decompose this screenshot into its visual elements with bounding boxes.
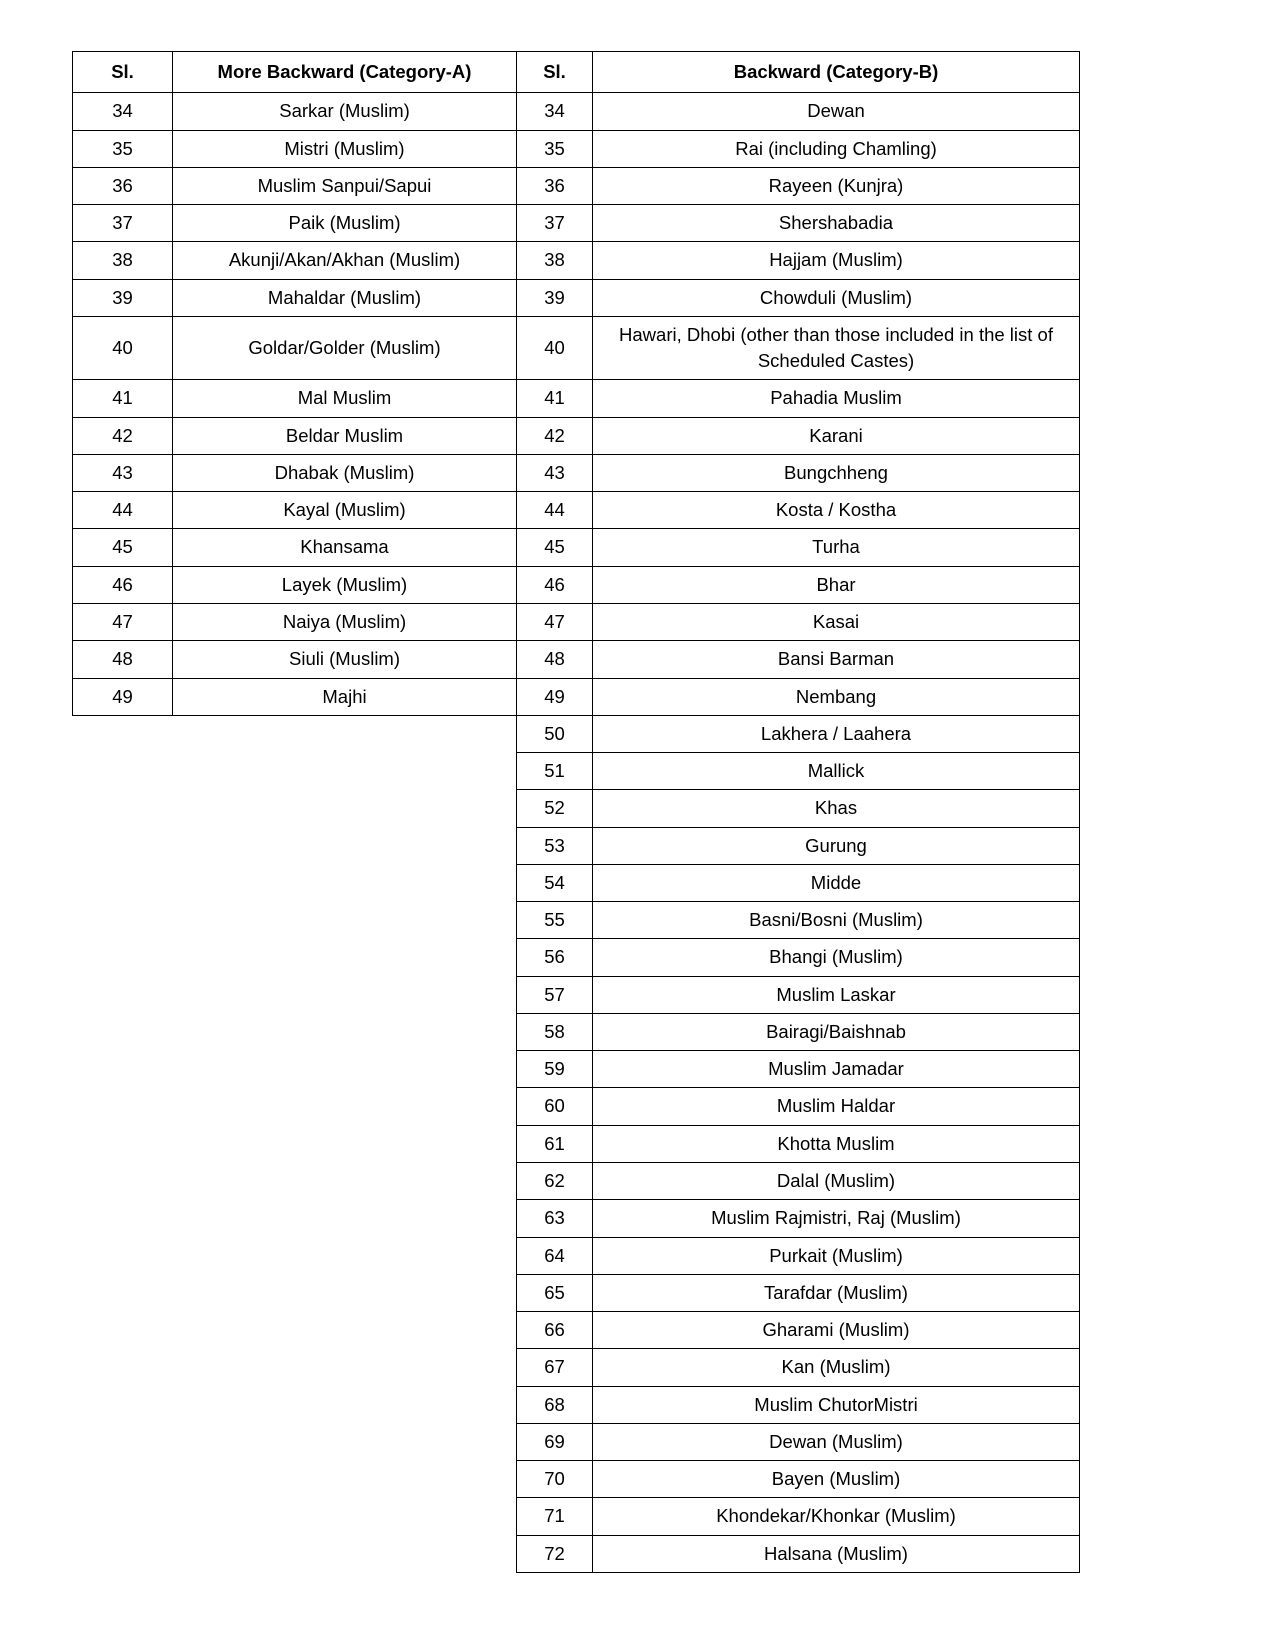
cell-empty: [173, 1125, 517, 1162]
cell-name-a: Mistri (Muslim): [173, 130, 517, 167]
table-row: [73, 1237, 1080, 1274]
cell-sl-b: 54: [517, 864, 593, 901]
cell-name-b: Rai (including Chamling): [593, 130, 1080, 167]
table-row: [73, 939, 1080, 976]
cell-name-b: Bhangi (Muslim): [593, 939, 1080, 976]
cell-name-b: Dewan: [593, 93, 1080, 130]
cell-sl-b: 49: [517, 678, 593, 715]
cell-empty: [173, 1498, 517, 1535]
cell-empty: [173, 1051, 517, 1088]
cell-name-b: Basni/Bosni (Muslim): [593, 902, 1080, 939]
cell-name-b: Mallick: [593, 753, 1080, 790]
cell-sl-a: 45: [73, 529, 173, 566]
cell-empty: [173, 976, 517, 1013]
cell-name-b: Gharami (Muslim): [593, 1312, 1080, 1349]
table-row: [73, 641, 1080, 678]
cell-name-b: Kasai: [593, 603, 1080, 640]
cell-sl-b: 59: [517, 1051, 593, 1088]
column-header-category-b: Backward (Category-B): [593, 52, 1080, 93]
cell-sl-b: 66: [517, 1312, 593, 1349]
cell-name-b: Chowduli (Muslim): [593, 279, 1080, 316]
table-row: [73, 790, 1080, 827]
cell-empty: [73, 976, 173, 1013]
cell-sl-a: 41: [73, 380, 173, 417]
cell-empty: [173, 1535, 517, 1572]
table-row: [73, 93, 1080, 130]
table-row: [73, 1423, 1080, 1460]
cell-sl-a: 39: [73, 279, 173, 316]
cell-sl-a: 46: [73, 566, 173, 603]
table-row: [73, 1498, 1080, 1535]
cell-empty: [173, 1237, 517, 1274]
cell-sl-b: 47: [517, 603, 593, 640]
table-body: [73, 93, 1080, 1573]
cell-empty: [73, 1386, 173, 1423]
table-row: [73, 1535, 1080, 1572]
cell-empty: [173, 939, 517, 976]
table-row: [73, 1088, 1080, 1125]
cell-name-b: Dalal (Muslim): [593, 1162, 1080, 1199]
cell-empty: [73, 1051, 173, 1088]
cell-sl-b: 57: [517, 976, 593, 1013]
cell-name-b: Nembang: [593, 678, 1080, 715]
cell-name-b: Khotta Muslim: [593, 1125, 1080, 1162]
table-row: [73, 1386, 1080, 1423]
cell-name-a: Beldar Muslim: [173, 417, 517, 454]
table-row: [73, 1274, 1080, 1311]
cell-name-b: Midde: [593, 864, 1080, 901]
table-row: [73, 976, 1080, 1013]
cell-empty: [73, 1349, 173, 1386]
cell-sl-b: 35: [517, 130, 593, 167]
cell-name-a: Goldar/Golder (Muslim): [173, 316, 517, 380]
table-row: [73, 1200, 1080, 1237]
table-row: [73, 1125, 1080, 1162]
cell-empty: [173, 1200, 517, 1237]
cell-empty: [73, 1237, 173, 1274]
cell-sl-b: 34: [517, 93, 593, 130]
cell-empty: [73, 1274, 173, 1311]
cell-empty: [73, 1013, 173, 1050]
table-row: [73, 864, 1080, 901]
table-row: [73, 715, 1080, 752]
cell-name-b: Rayeen (Kunjra): [593, 167, 1080, 204]
cell-sl-a: 36: [73, 167, 173, 204]
cell-sl-b: 60: [517, 1088, 593, 1125]
cell-sl-b: 42: [517, 417, 593, 454]
cell-sl-b: 68: [517, 1386, 593, 1423]
table-header-row: [73, 52, 1080, 93]
table-row: [73, 279, 1080, 316]
cell-name-a: Naiya (Muslim): [173, 603, 517, 640]
cell-empty: [73, 715, 173, 752]
cell-sl-a: 35: [73, 130, 173, 167]
cell-sl-b: 45: [517, 529, 593, 566]
cell-sl-b: 53: [517, 827, 593, 864]
cell-sl-a: 47: [73, 603, 173, 640]
cell-sl-a: 38: [73, 242, 173, 279]
table-row: [73, 454, 1080, 491]
table-row: [73, 1051, 1080, 1088]
cell-empty: [73, 1125, 173, 1162]
cell-sl-b: 51: [517, 753, 593, 790]
column-header-sl-b: Sl.: [517, 52, 593, 93]
cell-name-a: Dhabak (Muslim): [173, 454, 517, 491]
cell-name-b: Kan (Muslim): [593, 1349, 1080, 1386]
cell-sl-a: 37: [73, 205, 173, 242]
cell-sl-b: 48: [517, 641, 593, 678]
cell-name-a: Kayal (Muslim): [173, 492, 517, 529]
cell-empty: [173, 864, 517, 901]
cell-name-a: Paik (Muslim): [173, 205, 517, 242]
cell-empty: [173, 1386, 517, 1423]
table-row: [73, 130, 1080, 167]
cell-name-b: Dewan (Muslim): [593, 1423, 1080, 1460]
cell-sl-a: 49: [73, 678, 173, 715]
cell-name-a: Mahaldar (Muslim): [173, 279, 517, 316]
cell-empty: [173, 827, 517, 864]
table-row: [73, 603, 1080, 640]
cell-name-a: Akunji/Akan/Akhan (Muslim): [173, 242, 517, 279]
cell-name-b: Khas: [593, 790, 1080, 827]
cell-empty: [73, 939, 173, 976]
cell-name-a: Muslim Sanpui/Sapui: [173, 167, 517, 204]
cell-sl-b: 50: [517, 715, 593, 752]
cell-name-a: Sarkar (Muslim): [173, 93, 517, 130]
cell-sl-b: 70: [517, 1461, 593, 1498]
cell-sl-b: 69: [517, 1423, 593, 1460]
cell-empty: [73, 827, 173, 864]
cell-empty: [173, 1423, 517, 1460]
table-row: [73, 566, 1080, 603]
cell-name-b: Purkait (Muslim): [593, 1237, 1080, 1274]
cell-sl-a: 43: [73, 454, 173, 491]
cell-name-b: Karani: [593, 417, 1080, 454]
cell-empty: [73, 864, 173, 901]
cell-name-a: Khansama: [173, 529, 517, 566]
table-row: [73, 316, 1080, 380]
table-row: [73, 492, 1080, 529]
cell-sl-b: 58: [517, 1013, 593, 1050]
cell-name-b: Muslim Haldar: [593, 1088, 1080, 1125]
document-page: [72, 51, 1079, 1573]
cell-sl-b: 72: [517, 1535, 593, 1572]
cell-sl-b: 41: [517, 380, 593, 417]
cell-empty: [173, 1274, 517, 1311]
cell-empty: [173, 1312, 517, 1349]
table-row: [73, 827, 1080, 864]
table-row: [73, 902, 1080, 939]
cell-sl-b: 71: [517, 1498, 593, 1535]
cell-name-b: Hawari, Dhobi (other than those included in the list of Scheduled Castes): [593, 316, 1080, 380]
cell-sl-b: 39: [517, 279, 593, 316]
table-row: [73, 1013, 1080, 1050]
cell-empty: [73, 1200, 173, 1237]
cell-empty: [173, 1349, 517, 1386]
cell-name-b: Hajjam (Muslim): [593, 242, 1080, 279]
cell-sl-b: 65: [517, 1274, 593, 1311]
table-row: [73, 1162, 1080, 1199]
cell-sl-a: 48: [73, 641, 173, 678]
cell-empty: [73, 1088, 173, 1125]
cell-name-b: Kosta / Kostha: [593, 492, 1080, 529]
cell-sl-a: 44: [73, 492, 173, 529]
cell-name-b: Bhar: [593, 566, 1080, 603]
cell-name-b: Gurung: [593, 827, 1080, 864]
table-row: [73, 1461, 1080, 1498]
table-row: [73, 1312, 1080, 1349]
cell-sl-b: 64: [517, 1237, 593, 1274]
table-row: [73, 753, 1080, 790]
cell-sl-b: 44: [517, 492, 593, 529]
cell-sl-b: 38: [517, 242, 593, 279]
cell-empty: [173, 1461, 517, 1498]
table-row: [73, 167, 1080, 204]
cell-name-b: Bansi Barman: [593, 641, 1080, 678]
cell-sl-b: 37: [517, 205, 593, 242]
cell-empty: [73, 1162, 173, 1199]
cell-name-b: Muslim ChutorMistri: [593, 1386, 1080, 1423]
cell-sl-a: 40: [73, 316, 173, 380]
table-row: [73, 529, 1080, 566]
cell-sl-b: 43: [517, 454, 593, 491]
cell-empty: [173, 753, 517, 790]
cell-name-b: Bayen (Muslim): [593, 1461, 1080, 1498]
cell-name-b: Muslim Laskar: [593, 976, 1080, 1013]
cell-name-b: Muslim Jamadar: [593, 1051, 1080, 1088]
cell-empty: [73, 790, 173, 827]
cell-name-a: Siuli (Muslim): [173, 641, 517, 678]
cell-name-b: Bairagi/Baishnab: [593, 1013, 1080, 1050]
cell-empty: [73, 1312, 173, 1349]
cell-sl-a: 34: [73, 93, 173, 130]
cell-empty: [173, 715, 517, 752]
cell-empty: [73, 1461, 173, 1498]
column-header-category-a: More Backward (Category-A): [173, 52, 517, 93]
cell-empty: [73, 1498, 173, 1535]
cell-name-b: Pahadia Muslim: [593, 380, 1080, 417]
cell-name-a: Layek (Muslim): [173, 566, 517, 603]
cell-name-a: Mal Muslim: [173, 380, 517, 417]
cell-name-b: Halsana (Muslim): [593, 1535, 1080, 1572]
cell-sl-b: 52: [517, 790, 593, 827]
cell-sl-b: 62: [517, 1162, 593, 1199]
table-header: [73, 52, 1080, 93]
caste-category-table: [72, 51, 1080, 1573]
cell-name-b: Turha: [593, 529, 1080, 566]
cell-empty: [73, 902, 173, 939]
cell-sl-b: 61: [517, 1125, 593, 1162]
cell-sl-b: 67: [517, 1349, 593, 1386]
table-row: [73, 205, 1080, 242]
cell-sl-b: 40: [517, 316, 593, 380]
cell-empty: [73, 1423, 173, 1460]
cell-empty: [173, 902, 517, 939]
cell-empty: [173, 1162, 517, 1199]
table-row: [73, 1349, 1080, 1386]
column-header-sl-a: Sl.: [73, 52, 173, 93]
cell-name-a: Majhi: [173, 678, 517, 715]
cell-name-b: Lakhera / Laahera: [593, 715, 1080, 752]
cell-sl-b: 36: [517, 167, 593, 204]
table-row: [73, 417, 1080, 454]
cell-empty: [173, 790, 517, 827]
cell-sl-b: 46: [517, 566, 593, 603]
cell-sl-b: 55: [517, 902, 593, 939]
cell-name-b: Khondekar/Khonkar (Muslim): [593, 1498, 1080, 1535]
table-row: [73, 678, 1080, 715]
cell-sl-b: 56: [517, 939, 593, 976]
cell-name-b: Muslim Rajmistri, Raj (Muslim): [593, 1200, 1080, 1237]
cell-name-b: Tarafdar (Muslim): [593, 1274, 1080, 1311]
cell-name-b: Shershabadia: [593, 205, 1080, 242]
cell-sl-b: 63: [517, 1200, 593, 1237]
cell-empty: [173, 1013, 517, 1050]
cell-empty: [73, 753, 173, 790]
cell-sl-a: 42: [73, 417, 173, 454]
cell-empty: [73, 1535, 173, 1572]
cell-name-b: Bungchheng: [593, 454, 1080, 491]
cell-empty: [173, 1088, 517, 1125]
table-row: [73, 242, 1080, 279]
table-row: [73, 380, 1080, 417]
